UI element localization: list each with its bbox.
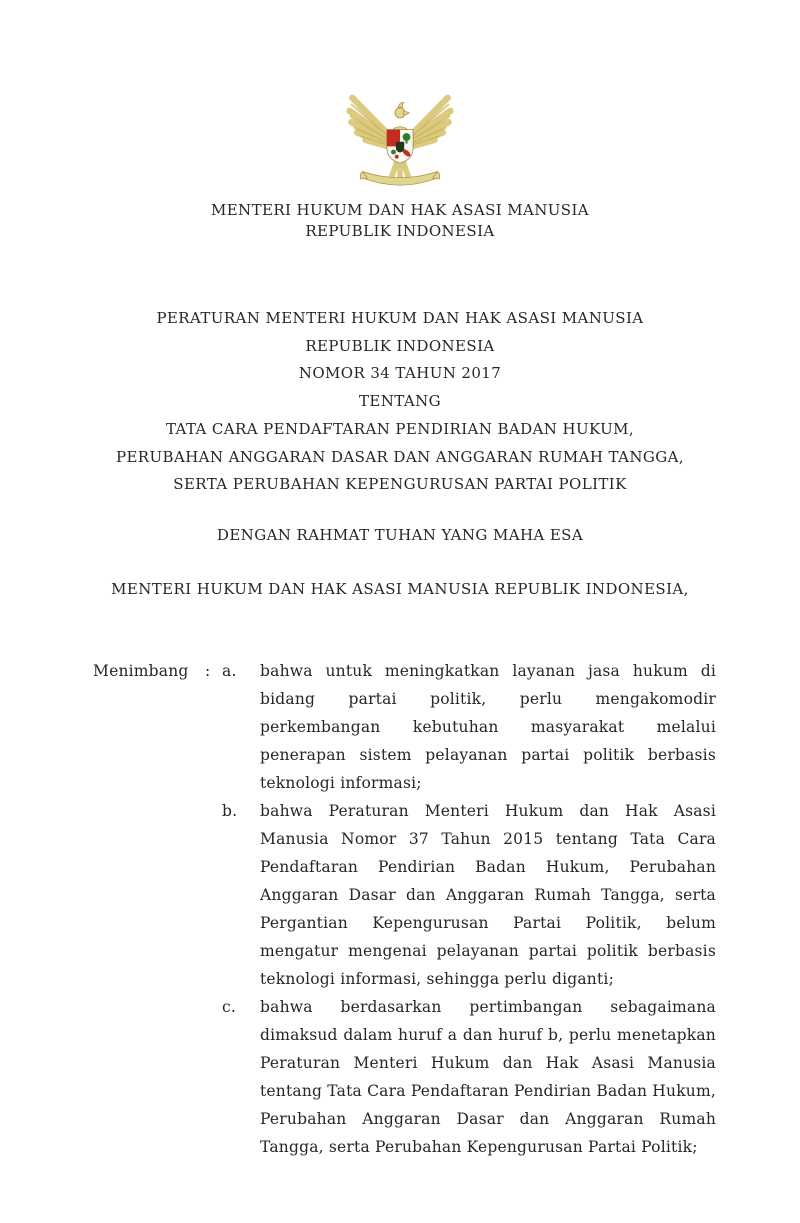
invocation-line: DENGAN RAHMAT TUHAN YANG MAHA ESA xyxy=(216,525,584,544)
considering-colon: : xyxy=(205,661,211,680)
title-line-6: PERUBAHAN ANGGARAN DASAR DAN ANGGARAN RUMAH TANGGA, xyxy=(115,447,685,466)
item-letter: c. xyxy=(222,997,237,1016)
item-text: bahwa Peraturan Menteri Hukum dan Hak Asasi Manusia Nomor 37 Tahun 2015 tentang Tata Cara Pendaftaran Pendirian Badan Hukum, Perubahan Anggaran Dasar dan Anggaran Rumah Tangga, serta Pergantian Kepengurusan Partai Politik, belum mengatur mengenai pelayanan partai politik berbasis teknologi informasi, sehingga perlu diganti; xyxy=(260,801,716,988)
ministry-header-line1: MENTERI HUKUM DAN HAK ASASI MANUSIA xyxy=(210,201,590,219)
ministry-header xyxy=(0,200,800,242)
title-line-2: REPUBLIK INDONESIA xyxy=(305,336,495,355)
item-text: bahwa berdasarkan pertimbangan sebagaimana dimaksud dalam huruf a dan huruf b, perlu menetapkan Peraturan Menteri Hukum dan Hak Asasi Manusia tentang Tata Cara Pendaftaran Pendirian Badan Hukum, Perubahan Anggaran Dasar dan Anggaran Rumah Tangga, serta Perubahan Kepengurusan Partai Politik; xyxy=(260,997,716,1156)
ministry-header-line2: REPUBLIK INDONESIA xyxy=(305,222,495,240)
considering-section xyxy=(93,657,716,1161)
considering-item-a xyxy=(222,657,716,797)
considering-item-c xyxy=(222,993,716,1161)
title-line-4: TENTANG xyxy=(358,392,441,411)
item-letter: a. xyxy=(222,661,237,680)
considering-label: Menimbang xyxy=(93,661,189,680)
garuda-pancasila-icon xyxy=(344,86,456,190)
authority-line: MENTERI HUKUM DAN HAK ASASI MANUSIA REPUBLIK INDONESIA, xyxy=(111,579,689,598)
title-line-1: PERATURAN MENTERI HUKUM DAN HAK ASASI MANUSIA xyxy=(156,309,644,327)
considering-list xyxy=(222,657,716,1161)
title-line-3: NOMOR 34 TAHUN 2017 xyxy=(298,364,502,383)
regulation-title xyxy=(0,305,800,499)
item-letter: b. xyxy=(222,801,238,820)
item-text: bahwa untuk meningkatkan layanan jasa hukum di bidang partai politik, perlu mengakomodir perkembangan kebutuhan masyarakat melalui penerapan sistem pelayanan partai politik berbasis teknologi informasi; xyxy=(260,661,716,792)
title-line-5: TATA CARA PENDAFTARAN PENDIRIAN BADAN HUKUM, xyxy=(165,419,635,438)
title-line-7: SERTA PERUBAHAN KEPENGURUSAN PARTAI POLITIK xyxy=(173,475,627,494)
considering-item-b xyxy=(222,797,716,993)
